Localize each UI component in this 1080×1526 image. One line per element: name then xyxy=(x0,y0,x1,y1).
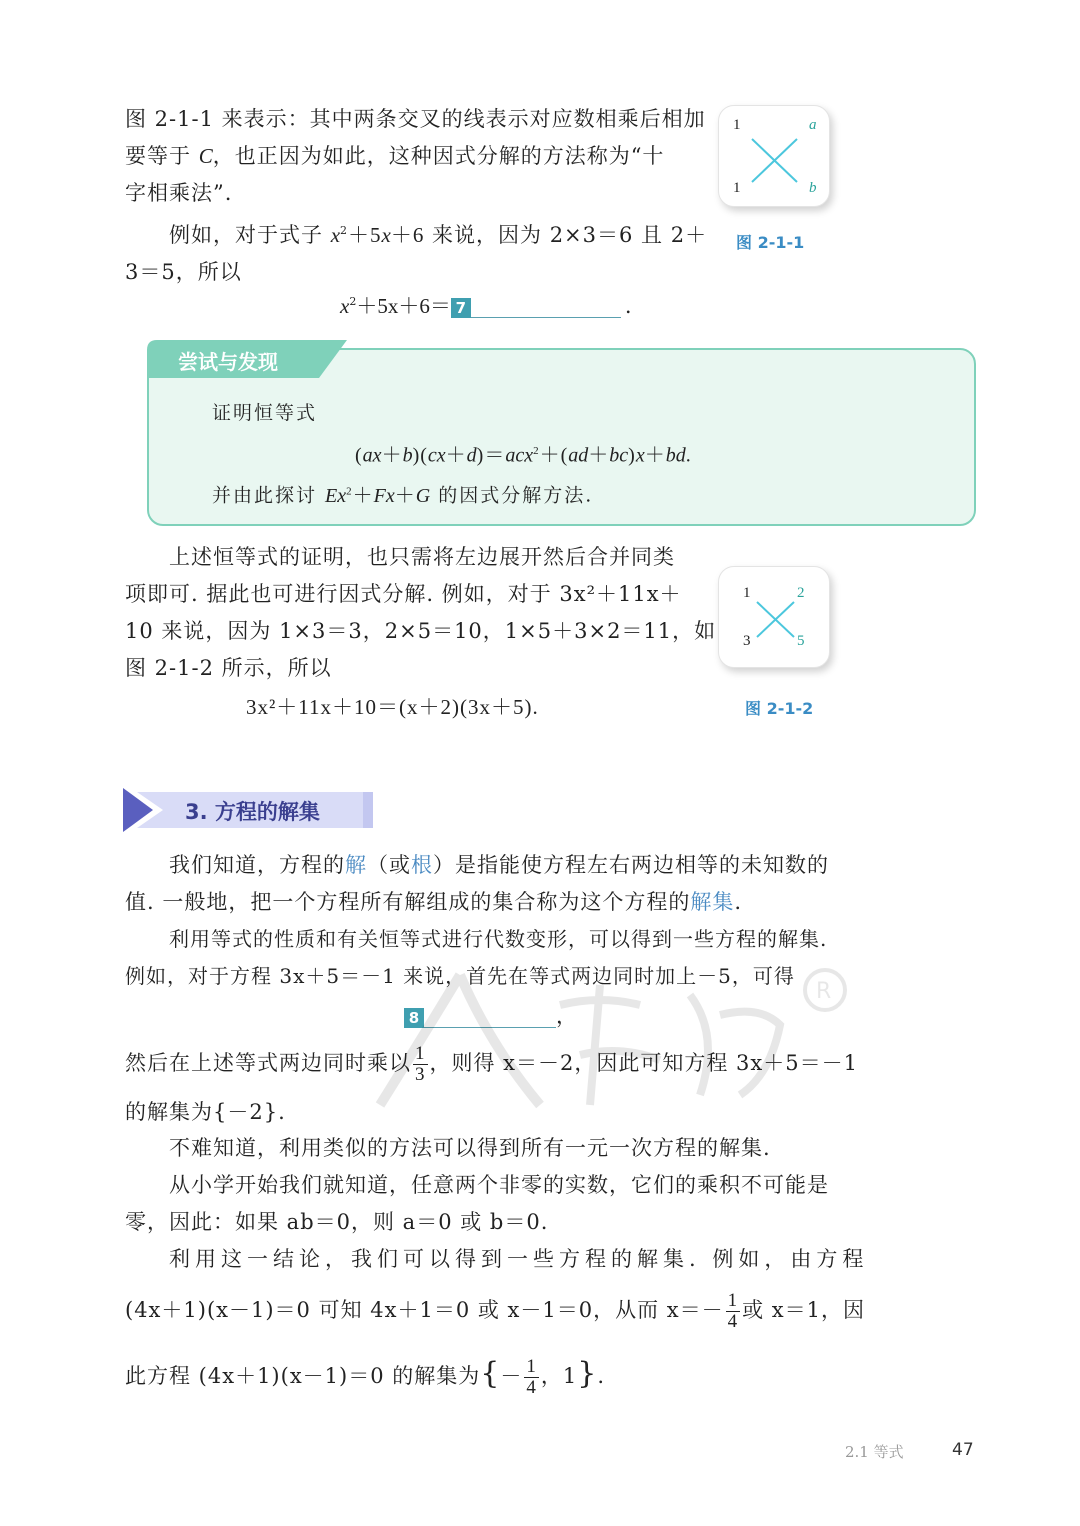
text-line: 不难知道，利用类似的方法可以得到所有一元一次方程的解集. xyxy=(169,1136,771,1160)
answer-box-7: 7 xyxy=(451,298,471,318)
box-line: 并由此探讨 $Ex^2+Fx+G$ 的因式分解方法. xyxy=(212,484,594,507)
figure-label: 2 xyxy=(797,585,805,601)
equation-blank-7: $x^2+5x+6= 7$ . xyxy=(340,294,632,318)
cross-lines-icon xyxy=(719,567,829,667)
figure-label: a xyxy=(809,117,817,133)
figure-label: 1 xyxy=(733,180,741,196)
text-line: 图 2-1-2 所示，所以 xyxy=(125,656,332,680)
text-line: 项即可. 据此也可进行因式分解. 例如，对于 3x²＋11x＋ xyxy=(125,582,682,606)
figure-caption: 图 2-1-2 xyxy=(745,699,814,718)
text-line: 此方程 (4x＋1)(x－1)＝0 的解集为{－ $\frac{1}{4}$ ，1}. xyxy=(125,1356,606,1398)
text-line: 从小学开始我们就知道，任意两个非零的实数，它们的乘积不可能是 xyxy=(169,1173,829,1197)
text-line: 零，因此：如果 ab＝0，则 a＝0 或 b＝0. xyxy=(125,1210,549,1234)
paragraph-linear-equations xyxy=(125,1130,829,1241)
text-line: 利用这一结论，我们可以得到一些方程的解集. 例如，由方程 xyxy=(169,1247,869,1271)
text-line: 上述恒等式的证明，也只需将左边展开然后合并同类 xyxy=(169,545,675,569)
paragraph-cross-method xyxy=(125,101,706,212)
text-line: 的解集为{－2}. xyxy=(125,1100,286,1124)
text-line: 值. 一般地，把一个方程所有解组成的集合称为这个方程的解集. xyxy=(125,890,743,914)
text-line: 利用等式的性质和有关恒等式进行代数变形，可以得到一些方程的解集. xyxy=(169,927,828,951)
text-line: 字相乘法”. xyxy=(125,181,233,205)
text-line: 图 2-1-1 来表示：其中两条交叉的线表示对应数相乘后相加 xyxy=(125,107,706,131)
term-solution-set: 解集 xyxy=(690,890,735,914)
footer-section-label: 2.1 等式 xyxy=(845,1443,904,1461)
figure-label: 1 xyxy=(733,117,741,133)
paragraph-zero-product xyxy=(125,1241,868,1400)
try-and-discover-title: 尝试与发现 xyxy=(178,350,278,374)
box-line: 证明恒等式 xyxy=(212,402,318,424)
figure-label: 3 xyxy=(743,633,751,649)
text-line: 10 来说，因为 1×3＝3，2×5＝10，1×5＋3×2＝11，如 xyxy=(125,619,717,643)
answer-blank-7[interactable] xyxy=(471,297,621,318)
text-line: 然后在上述等式两边同时乘以 $\frac{1}{3}$ ，则得 x＝－2，因此可知方程 3x＋5＝－1 xyxy=(125,1043,858,1085)
paragraph-proof xyxy=(125,539,716,687)
cross-figure-2-1-1 xyxy=(718,105,830,207)
section-title: 3. 方程的解集 xyxy=(185,800,320,824)
text-line: 我们知道，方程的解（或根）是指能使方程左右两边相等的未知数的 xyxy=(169,853,829,877)
page-number: 47 xyxy=(952,1440,974,1460)
term-solution: 解 xyxy=(345,853,367,877)
text-line: 例如，对于式子 $x^2+5x+6$ 来说，因为 2×3＝6 且 2＋ xyxy=(169,223,708,247)
paragraph-solution-definition xyxy=(125,847,829,921)
answer-box-8: 8 xyxy=(404,1008,424,1028)
text-line: 要等于 C，也正因为如此，这种因式分解的方法称为“十 xyxy=(125,144,665,168)
box-identity-equation: (ax＋b)(cx＋d)＝acx$^2$＋(ad＋bc)x＋bd. xyxy=(355,444,692,467)
fraction-one-quarter: $\frac{1}{4}$ xyxy=(526,1356,537,1398)
text-line: 例如，对于方程 3x＋5＝－1 来说，首先在等式两边同时加上－5，可得 xyxy=(125,964,795,988)
text-line: (4x＋1)(x－1)＝0 可知 4x＋1＝0 或 x－1＝0，从而 x＝－ $\frac{1}{4}$ 或 x＝1，因 xyxy=(125,1290,866,1332)
figure-label: 1 xyxy=(743,585,751,601)
fraction-one-quarter: $\frac{1}{4}$ xyxy=(727,1290,739,1332)
publisher-watermark-logo xyxy=(340,965,860,1115)
fraction-one-third: $\frac{1}{3}$ xyxy=(415,1043,426,1085)
svg-text:R: R xyxy=(816,979,832,1004)
cross-figure-2-1-2 xyxy=(718,566,830,668)
equation-blank-8: 8 ， xyxy=(404,1000,577,1030)
paragraph-example xyxy=(125,212,707,291)
figure-label: b xyxy=(809,180,817,196)
equation-factorization: 3x²＋11x＋10＝(x＋2)(3x＋5). xyxy=(246,695,539,719)
figure-label: 5 xyxy=(797,633,805,649)
text-line: 3＝5，所以 xyxy=(125,260,242,284)
term-root: 根 xyxy=(411,853,433,877)
figure-caption: 图 2-1-1 xyxy=(736,233,805,252)
